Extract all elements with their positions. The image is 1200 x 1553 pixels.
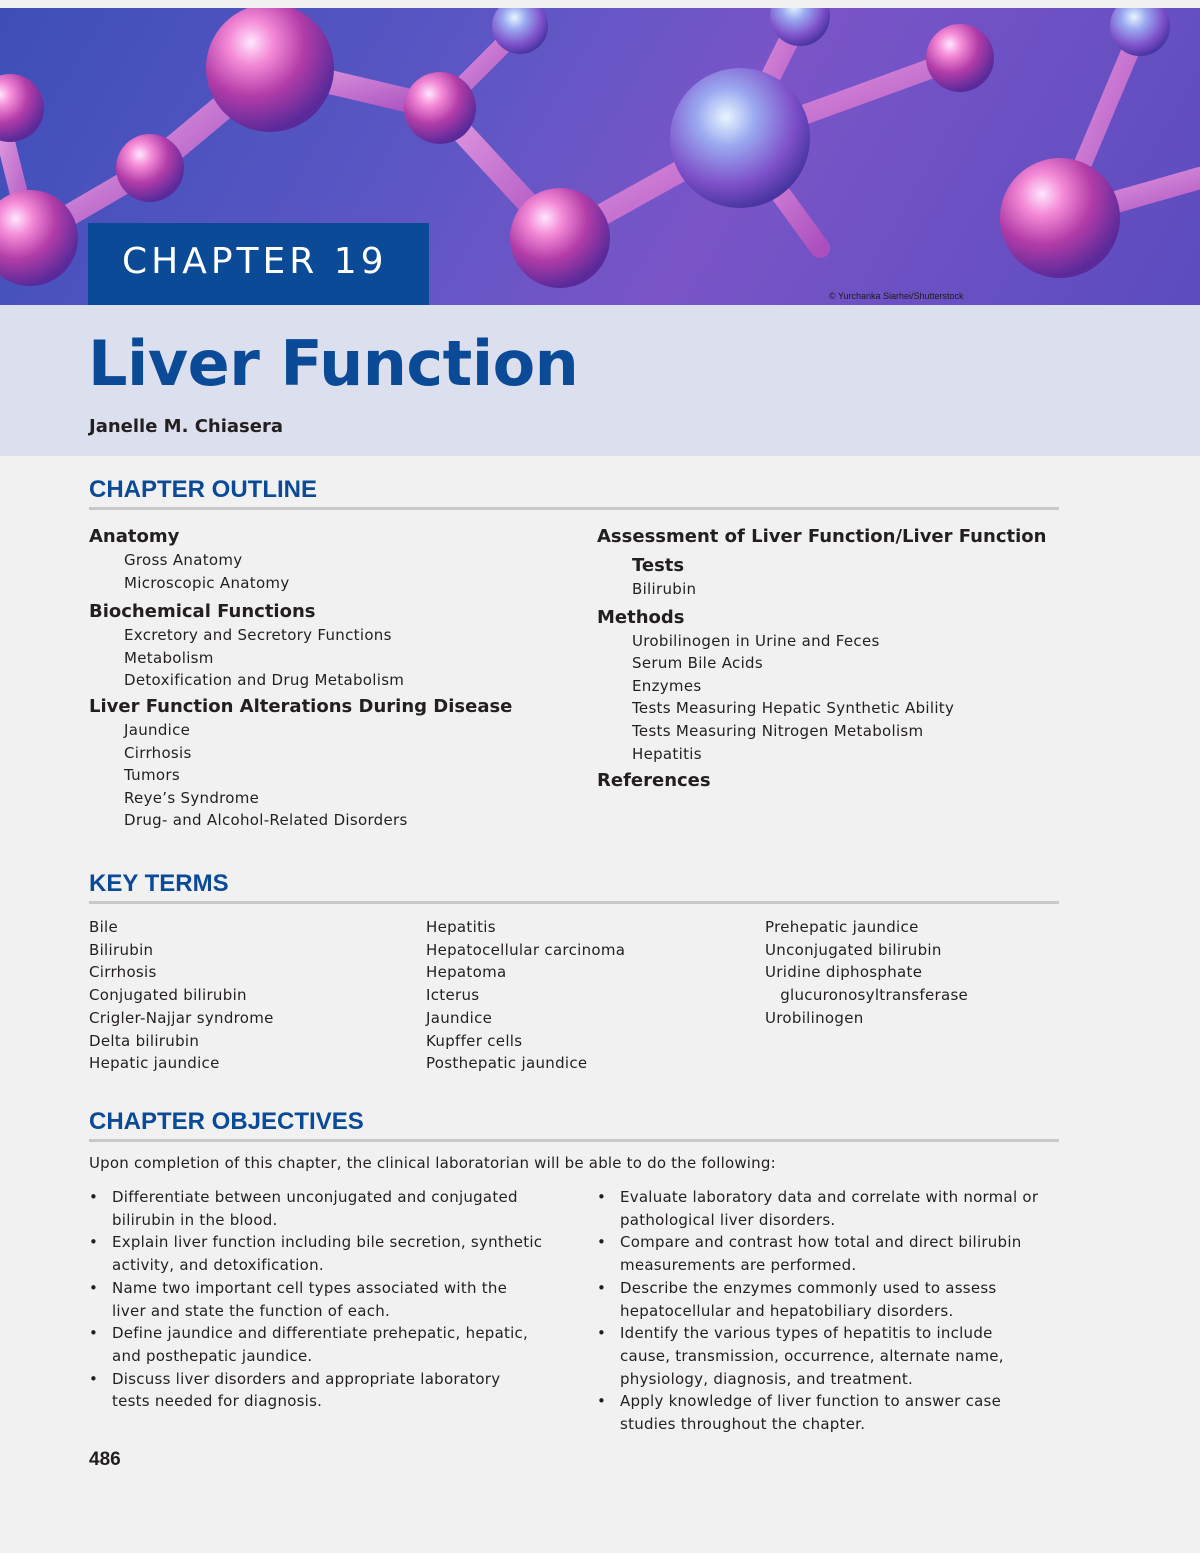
key-terms-column-2 xyxy=(426,916,756,1075)
objective-line: Evaluate laboratory data and correlate with normal or xyxy=(620,1188,1039,1206)
outline-group-title: References xyxy=(597,770,711,792)
objectives-left-column xyxy=(89,1186,559,1413)
key-term: Jaundice xyxy=(426,1008,493,1027)
objective-item xyxy=(597,1231,1067,1276)
key-term: Bilirubin xyxy=(89,940,154,959)
objective-item xyxy=(89,1368,559,1413)
objective-line: and posthepatic jaundice. xyxy=(112,1346,313,1365)
key-terms-column-3 xyxy=(765,916,1095,1030)
outline-item: Detoxification and Drug Metabolism xyxy=(124,671,405,690)
key-term: Conjugated bilirubin xyxy=(89,986,247,1005)
outline-group-title: Assessment of Liver Function/Liver Function xyxy=(597,526,1047,547)
objective-line: hepatocellular and hepatobiliary disorders. xyxy=(620,1301,954,1320)
objective-line: liver and state the function of each. xyxy=(112,1301,390,1320)
outline-item: Enzymes xyxy=(632,676,702,695)
outline-group xyxy=(89,600,569,692)
objective-line: measurements are performed. xyxy=(620,1256,857,1275)
objective-line: tests needed for diagnosis. xyxy=(112,1392,323,1411)
outline-right-column xyxy=(597,525,1077,793)
objective-item xyxy=(89,1231,559,1276)
chapter-label: CHAPTER 19 xyxy=(88,223,429,305)
key-term: Icterus xyxy=(426,986,480,1005)
objective-item xyxy=(597,1277,1067,1322)
image-credit: © Yurchanka Siarhei/Shutterstock xyxy=(829,291,964,301)
objective-line: Compare and contrast how total and direct bilirubin xyxy=(620,1233,1022,1252)
outline-item: Microscopic Anatomy xyxy=(124,573,290,592)
objective-item xyxy=(89,1186,559,1231)
key-terms-divider xyxy=(89,901,1059,904)
author-name: Janelle M. Chiasera xyxy=(89,416,283,437)
bullet-icon: • xyxy=(89,1188,99,1206)
outline-item: Urobilinogen in Urine and Feces xyxy=(632,631,880,650)
bullet-icon: • xyxy=(597,1278,607,1297)
objective-line: Apply knowledge of liver function to answer case xyxy=(620,1392,1002,1411)
bullet-icon: • xyxy=(89,1233,99,1252)
key-term: Posthepatic jaundice xyxy=(426,1054,588,1073)
outline-group xyxy=(89,525,569,594)
outline-group-title: Liver Function Alterations During Disease xyxy=(89,695,513,717)
outline-item: Tests Measuring Hepatic Synthetic Ability xyxy=(632,699,955,718)
outline-item: Excretory and Secretory Functions xyxy=(124,626,392,645)
key-term: Hepatic jaundice xyxy=(89,1054,220,1073)
key-term: Uridine diphosphate xyxy=(765,963,923,982)
objective-line: bilirubin in the blood. xyxy=(112,1210,278,1229)
bullet-icon: • xyxy=(597,1324,607,1343)
objectives-divider xyxy=(89,1139,1059,1142)
key-term: Hepatoma xyxy=(426,963,507,982)
outline-item: Reye’s Syndrome xyxy=(124,788,260,807)
outline-item: Drug- and Alcohol-Related Disorders xyxy=(124,811,408,830)
outline-item: Metabolism xyxy=(124,648,214,667)
key-term: Bile xyxy=(89,918,119,936)
objective-line: pathological liver disorders. xyxy=(620,1210,836,1229)
key-term: Crigler-Najjar syndrome xyxy=(89,1008,274,1027)
key-term: Cirrhosis xyxy=(89,963,157,982)
key-term: Prehepatic jaundice xyxy=(765,918,919,936)
objective-item xyxy=(597,1322,1067,1390)
objective-line: Describe the enzymes commonly used to assess xyxy=(620,1278,997,1297)
outline-heading: CHAPTER OUTLINE xyxy=(89,476,317,503)
objective-line: studies throughout the chapter. xyxy=(620,1415,866,1434)
outline-left-column xyxy=(89,525,569,832)
page-number: 486 xyxy=(89,1449,121,1470)
objective-line: Identify the various types of hepatitis to include xyxy=(620,1324,993,1343)
objectives-heading: CHAPTER OBJECTIVES xyxy=(89,1108,364,1135)
outline-item: Serum Bile Acids xyxy=(632,654,763,673)
outline-group-title: Methods xyxy=(597,606,685,628)
bullet-icon: • xyxy=(89,1324,99,1343)
outline-divider xyxy=(89,507,1059,510)
outline-group-title: Biochemical Functions xyxy=(89,601,316,623)
key-terms-column-1 xyxy=(89,916,419,1075)
key-term: Unconjugated bilirubin xyxy=(765,940,942,959)
outline-item: Jaundice xyxy=(124,720,191,739)
outline-item: Gross Anatomy xyxy=(124,551,243,569)
outline-item: Tumors xyxy=(124,766,180,785)
objective-line: cause, transmission, occurrence, alternate name, xyxy=(620,1346,1004,1365)
key-term: Delta bilirubin xyxy=(89,1031,200,1050)
bullet-icon: • xyxy=(597,1233,607,1252)
objective-item xyxy=(89,1277,559,1322)
bullet-icon: • xyxy=(597,1188,607,1206)
objective-item xyxy=(597,1186,1067,1231)
objective-line: physiology, diagnosis, and treatment. xyxy=(620,1369,914,1388)
key-term: glucuronosyltransferase xyxy=(765,986,969,1005)
key-term: Hepatocellular carcinoma xyxy=(426,940,626,959)
bullet-icon: • xyxy=(89,1369,99,1388)
outline-group-subtitle: Tests xyxy=(632,555,685,576)
objective-item xyxy=(89,1322,559,1367)
objective-line: Differentiate between unconjugated and conjugated xyxy=(112,1188,518,1206)
key-term: Hepatitis xyxy=(426,918,496,936)
outline-item: Tests Measuring Nitrogen Metabolism xyxy=(632,721,924,740)
key-term: Urobilinogen xyxy=(765,1008,864,1027)
objective-line: Name two important cell types associated with the xyxy=(112,1278,508,1297)
key-term: Kupffer cells xyxy=(426,1031,523,1050)
objective-line: activity, and detoxification. xyxy=(112,1256,324,1275)
key-terms-heading: KEY TERMS xyxy=(89,870,229,897)
objective-line: Discuss liver disorders and appropriate laboratory xyxy=(112,1369,501,1388)
chapter-title: Liver Function xyxy=(88,327,579,400)
objective-line: Explain liver function including bile secretion, synthetic xyxy=(112,1233,543,1252)
outline-item: Bilirubin xyxy=(632,580,697,598)
bullet-icon: • xyxy=(597,1392,607,1411)
objectives-right-column xyxy=(597,1186,1067,1436)
outline-item: Cirrhosis xyxy=(124,743,192,762)
bullet-icon: • xyxy=(89,1278,99,1297)
objectives-intro: Upon completion of this chapter, the clinical laboratorian will be able to do the following: xyxy=(89,1154,776,1172)
outline-group xyxy=(89,695,569,832)
objective-line: Define jaundice and differentiate prehepatic, hepatic, xyxy=(112,1324,529,1343)
outline-item: Hepatitis xyxy=(632,744,702,763)
outline-group-title: Anatomy xyxy=(89,526,180,547)
objective-item xyxy=(597,1390,1067,1435)
